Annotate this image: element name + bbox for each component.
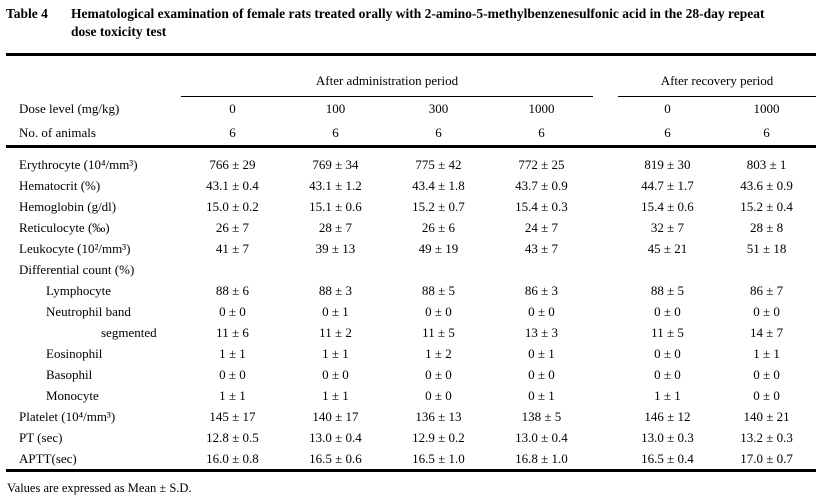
table-row xyxy=(6,238,816,259)
table-row xyxy=(6,364,816,385)
period-header-row xyxy=(6,55,816,97)
value-cell: 766 ± 29 xyxy=(209,157,256,172)
value-cell: 16.0 ± 0.8 xyxy=(206,451,259,466)
column-gap xyxy=(593,427,618,448)
value-cell: 11 ± 6 xyxy=(216,325,249,340)
value-cell: 803 ± 1 xyxy=(746,157,787,172)
column-gap xyxy=(593,238,618,259)
value-cell: 0 ± 0 xyxy=(753,388,780,403)
value-cell: 0 ± 0 xyxy=(219,304,246,319)
table-caption xyxy=(6,5,816,40)
row-label: Monocyte xyxy=(46,388,99,403)
value-cell: 6 xyxy=(538,125,545,140)
row-label: PT (sec) xyxy=(19,430,63,445)
value-cell: 43.1 ± 0.4 xyxy=(206,178,259,193)
value-cell: 14 ± 7 xyxy=(749,325,784,340)
row-label: Lymphocyte xyxy=(46,283,111,298)
table-row xyxy=(6,280,816,301)
value-cell: 6 xyxy=(664,125,671,140)
value-cell: 6 xyxy=(229,125,236,140)
value-cell: 1 ± 1 xyxy=(219,388,246,403)
table-row xyxy=(6,147,816,176)
table-row xyxy=(6,343,816,364)
value-cell: 12.8 ± 0.5 xyxy=(206,430,259,445)
recovery-period-header: After recovery period xyxy=(618,55,816,97)
value-cell: 775 ± 42 xyxy=(415,157,462,172)
value-cell: 88 ± 3 xyxy=(318,283,353,298)
value-cell: 0 ± 0 xyxy=(425,367,452,382)
row-label: Hemoglobin (g/dl) xyxy=(19,199,117,214)
value-cell: 43.6 ± 0.9 xyxy=(740,178,793,193)
value-cell xyxy=(717,259,816,280)
row-label: Reticulocyte (‰) xyxy=(19,220,110,235)
row-label: Differential count (%) xyxy=(19,262,135,277)
value-cell: 1 ± 1 xyxy=(654,388,681,403)
row-label: No. of animals xyxy=(19,125,96,140)
table-title: Hematological examination of female rats treated orally with 2-amino-5-methylbenzenesulfonic acid in the 28-day repeat dose toxicity test xyxy=(71,6,765,39)
value-cell xyxy=(181,259,284,280)
value-cell: 51 ± 18 xyxy=(746,241,787,256)
value-cell: 0 ± 0 xyxy=(528,367,555,382)
value-cell: 0 xyxy=(664,101,671,116)
value-cell: 0 ± 0 xyxy=(528,304,555,319)
value-cell: 0 ± 0 xyxy=(425,388,452,403)
value-cell: 41 ± 7 xyxy=(215,241,250,256)
value-cell: 146 ± 12 xyxy=(644,409,691,424)
value-cell: 0 ± 1 xyxy=(322,304,349,319)
value-cell: 13.0 ± 0.3 xyxy=(641,430,694,445)
value-cell: 17.0 ± 0.7 xyxy=(740,451,793,466)
column-gap xyxy=(593,322,618,343)
value-cell: 15.1 ± 0.6 xyxy=(309,199,362,214)
value-cell: 1000 xyxy=(753,101,780,116)
value-cell: 43 ± 7 xyxy=(524,241,559,256)
value-cell: 140 ± 21 xyxy=(743,409,790,424)
value-cell: 1000 xyxy=(528,101,555,116)
row-label: Platelet (10⁴/mm³) xyxy=(19,409,116,424)
value-cell: 43.1 ± 1.2 xyxy=(309,178,362,193)
value-cell: 100 xyxy=(325,101,346,116)
column-gap xyxy=(593,343,618,364)
value-cell: 15.2 ± 0.7 xyxy=(412,199,465,214)
column-gap xyxy=(593,406,618,427)
header-row xyxy=(6,97,816,122)
value-cell: 0 ± 0 xyxy=(654,367,681,382)
column-gap xyxy=(593,364,618,385)
column-gap xyxy=(593,175,618,196)
value-cell: 15.0 ± 0.2 xyxy=(206,199,259,214)
value-cell: 1 ± 1 xyxy=(322,346,349,361)
column-gap xyxy=(593,121,618,147)
column-gap xyxy=(593,55,618,97)
value-cell: 6 xyxy=(763,125,770,140)
value-cell: 16.8 ± 1.0 xyxy=(515,451,568,466)
value-cell: 1 ± 1 xyxy=(219,346,246,361)
value-cell: 1 ± 1 xyxy=(753,346,780,361)
column-gap xyxy=(593,448,618,471)
admin-period-header: After administration period xyxy=(181,55,593,97)
value-cell: 0 ± 1 xyxy=(528,346,555,361)
table-header xyxy=(6,55,816,147)
value-cell: 26 ± 7 xyxy=(215,220,250,235)
value-cell: 772 ± 25 xyxy=(518,157,565,172)
value-cell: 88 ± 5 xyxy=(650,283,685,298)
value-cell: 6 xyxy=(435,125,442,140)
value-cell: 16.5 ± 0.4 xyxy=(641,451,694,466)
value-cell xyxy=(618,259,717,280)
column-gap xyxy=(593,301,618,322)
table-number: Table 4 xyxy=(6,6,48,21)
value-cell: 0 ± 1 xyxy=(528,388,555,403)
value-cell: 16.5 ± 0.6 xyxy=(309,451,362,466)
column-gap xyxy=(593,280,618,301)
table-row xyxy=(6,448,816,471)
column-gap xyxy=(593,385,618,406)
value-cell: 15.2 ± 0.4 xyxy=(740,199,793,214)
value-cell: 0 ± 0 xyxy=(753,367,780,382)
value-cell: 1 ± 2 xyxy=(425,346,452,361)
table-row xyxy=(6,427,816,448)
footnote: Values are expressed as Mean ± S.D. xyxy=(7,481,192,495)
value-cell: 0 ± 0 xyxy=(753,304,780,319)
value-cell: 13.0 ± 0.4 xyxy=(515,430,568,445)
value-cell: 13.2 ± 0.3 xyxy=(740,430,793,445)
row-label: Neutrophil band xyxy=(46,304,131,319)
row-label: Eosinophil xyxy=(46,346,103,361)
column-gap xyxy=(593,147,618,176)
value-cell: 12.9 ± 0.2 xyxy=(412,430,465,445)
hematology-table xyxy=(6,53,816,472)
table-body xyxy=(6,147,816,471)
value-cell: 6 xyxy=(332,125,339,140)
value-cell: 13 ± 3 xyxy=(524,325,559,340)
value-cell: 24 ± 7 xyxy=(524,220,559,235)
value-cell: 0 ± 0 xyxy=(219,367,246,382)
column-gap xyxy=(593,217,618,238)
table-row xyxy=(6,301,816,322)
value-cell: 26 ± 6 xyxy=(421,220,456,235)
column-gap xyxy=(593,97,618,122)
value-cell: 32 ± 7 xyxy=(650,220,685,235)
value-cell: 0 xyxy=(229,101,236,116)
empty-corner-cell xyxy=(6,55,181,97)
value-cell: 300 xyxy=(428,101,449,116)
value-cell: 88 ± 6 xyxy=(215,283,250,298)
value-cell: 45 ± 21 xyxy=(647,241,688,256)
value-cell: 0 ± 0 xyxy=(654,304,681,319)
value-cell xyxy=(490,259,593,280)
value-cell: 1 ± 1 xyxy=(322,388,349,403)
table-row xyxy=(6,196,816,217)
value-cell: 49 ± 19 xyxy=(418,241,459,256)
value-cell: 15.4 ± 0.3 xyxy=(515,199,568,214)
value-cell: 39 ± 13 xyxy=(315,241,356,256)
value-cell: 145 ± 17 xyxy=(209,409,256,424)
value-cell: 88 ± 5 xyxy=(421,283,456,298)
value-cell: 15.4 ± 0.6 xyxy=(641,199,694,214)
value-cell: 140 ± 17 xyxy=(312,409,359,424)
value-cell: 16.5 ± 1.0 xyxy=(412,451,465,466)
value-cell: 43.7 ± 0.9 xyxy=(515,178,568,193)
row-label: APTT(sec) xyxy=(19,451,77,466)
value-cell: 86 ± 7 xyxy=(749,283,784,298)
table-row xyxy=(6,385,816,406)
value-cell: 86 ± 3 xyxy=(524,283,559,298)
header-row xyxy=(6,121,816,147)
value-cell: 13.0 ± 0.4 xyxy=(309,430,362,445)
column-gap xyxy=(593,259,618,280)
row-label: segmented xyxy=(101,325,157,340)
row-label: Hematocrit (%) xyxy=(19,178,101,193)
value-cell: 11 ± 5 xyxy=(422,325,455,340)
value-cell: 0 ± 0 xyxy=(322,367,349,382)
row-label: Leukocyte (10²/mm³) xyxy=(19,241,131,256)
value-cell: 819 ± 30 xyxy=(644,157,691,172)
value-cell: 11 ± 5 xyxy=(651,325,684,340)
value-cell: 28 ± 8 xyxy=(749,220,784,235)
table-row xyxy=(6,322,816,343)
value-cell: 44.7 ± 1.7 xyxy=(641,178,694,193)
table-row xyxy=(6,406,816,427)
value-cell: 11 ± 2 xyxy=(319,325,352,340)
column-gap xyxy=(593,196,618,217)
table-row xyxy=(6,217,816,238)
value-cell xyxy=(284,259,387,280)
value-cell: 43.4 ± 1.8 xyxy=(412,178,465,193)
table-row xyxy=(6,259,816,280)
row-label: Erythrocyte (10⁴/mm³) xyxy=(19,157,138,172)
value-cell: 136 ± 13 xyxy=(415,409,462,424)
value-cell: 0 ± 0 xyxy=(654,346,681,361)
value-cell: 28 ± 7 xyxy=(318,220,353,235)
table-row xyxy=(6,175,816,196)
value-cell: 0 ± 0 xyxy=(425,304,452,319)
value-cell: 138 ± 5 xyxy=(521,409,562,424)
value-cell: 769 ± 34 xyxy=(312,157,359,172)
value-cell xyxy=(387,259,490,280)
row-label: Basophil xyxy=(46,367,93,382)
row-label: Dose level (mg/kg) xyxy=(19,100,120,116)
